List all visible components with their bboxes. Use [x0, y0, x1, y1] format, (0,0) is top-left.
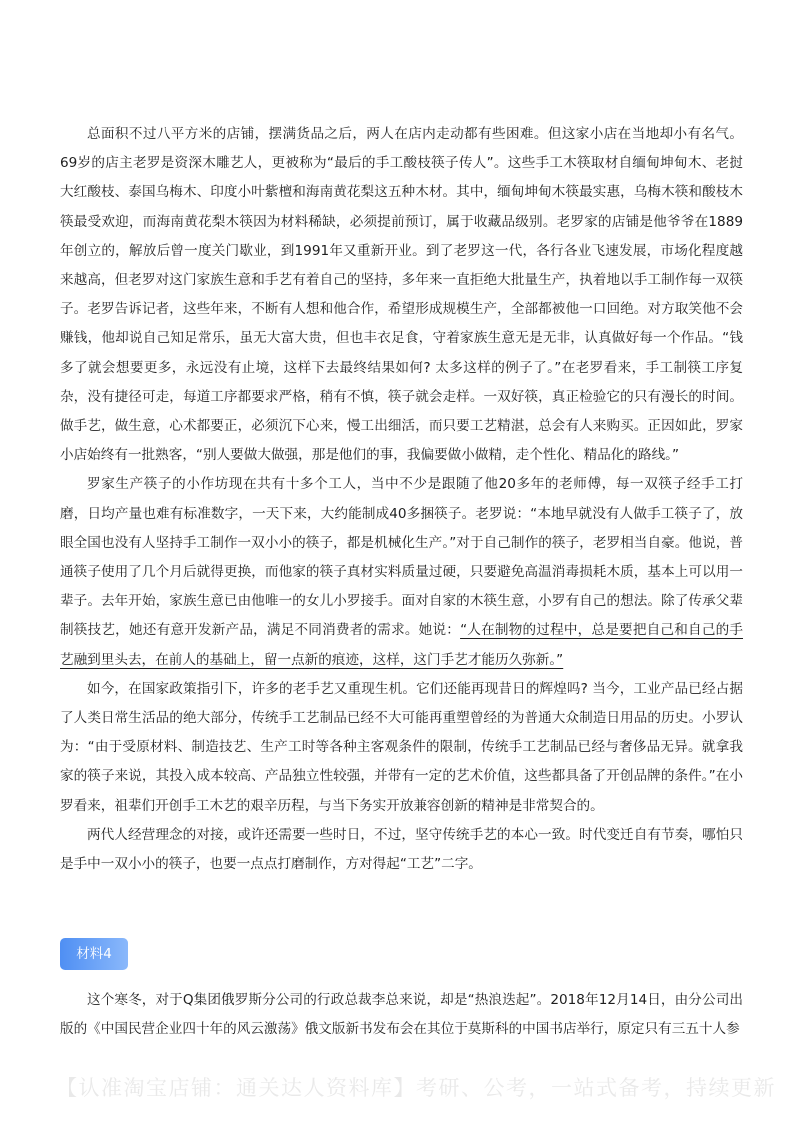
paragraph-3: 如今，在国家政策指引下，许多的老手艺又重现生机。它们还能再现昔日的辉煌吗? 当今，工业产品已经占据了人类日常生活品的绝大部分，传统手工艺制品已经不大可能再重塑曾经的为普通大众制造日用品的历史。小罗认为：“由于受原材料、制造技艺、生产工时等各种主客观条件的限制，传统手工艺制品已经与奢侈品无异。就拿我家的筷子来说，其投入成本较高、产品独立性较强，并带有一定的艺术价值，这些都具备了开创品牌的条件。”在小罗看来，祖辈们开创手工木艺的艰辛历程，与当下务实开放兼容创新的精神是非常契合的。	[60, 680, 743, 814]
article-body	[60, 120, 743, 879]
paragraph-2-text: 罗家生产筷子的小作坊现在共有十多个工人，当中不少是跟随了他20多年的老师傅，每一双筷子经手工打磨，日均产量也难有标准数字，一天下来，大约能制成40多捆筷子。老罗说：“本地早就没有人做手工筷子了，放眼全国也没有人坚持手工制作一双小小的筷子，都是机械化生产。”对于自己制作的筷子，老罗相当自豪。他说，普通筷子使用了几个月后就得更换，而他家的筷子真材实料质量过硬，只要避免高温消毒损耗木质，基本上可以用一辈子。去年开始，家族生意已由他唯一的女儿小罗接手。面对自家的木筷生意，小罗有自己的想法。除了传承父辈制筷技艺，她还有意开发新产品，满足不同消费者的需求。她说：	[60, 476, 743, 639]
section4-paragraph: 这个寒冬，对于Q集团俄罗斯分公司的行政总裁李总来说，却是“热浪迭起”。2018年12月14日，由分公司出版的《中国民营企业四十年的风云激荡》俄文版新书发布会在其位于莫斯科的中国书店举行，原定只有三五十人参	[60, 992, 743, 1038]
paragraph-2	[60, 470, 743, 674]
section4-body	[60, 986, 743, 1044]
paragraph-4: 两代人经营理念的对接，或许还需要一些时日，不过，坚守传统手艺的本心一致。时代变迁自有节奏，哪怕只是手中一双小小的筷子，也要一点点打磨制作，方对得起“工艺”二字。	[60, 826, 743, 873]
underlined-quote: “人在制物的过程中，总是要把自己和自己的手艺融到里头去，在前人的基础上，留一点新的痕迹，这样，这门手艺才能历久弥新。”	[60, 622, 744, 668]
watermark: 【认准淘宝店铺：通关达人资料库】考研、公考，一站式备考，持续更新	[56, 1076, 776, 1100]
section-tag: 材料4	[60, 938, 128, 970]
paragraph-1: 总面积不过八平方米的店铺，摆满货品之后，两人在店内走动都有些困难。但这家小店在当地却小有名气。69岁的店主老罗是资深木雕艺人，更被称为“最后的手工酸枝筷子传人”。这些手工木筷取材自缅甸坤甸木、老挝大红酸枝、泰国乌梅木、印度小叶紫檀和海南黄花梨这五种木材。其中，缅甸坤甸木筷最实惠，乌梅木筷和酸枝木筷最受欢迎，而海南黄花梨木筷因为材料稀缺，必须提前预订，属于收藏品级别。老罗家的店铺是他爷爷在1889年创立的，解放后曾一度关门歇业，到1991年又重新开业。到了老罗这一代，各行各业飞速发展，市场化程度越来越高，但老罗对这门家族生意和手艺有着自己的坚持，多年来一直拒绝大批量生产，执着地以手工制作每一双筷子。老罗告诉记者，这些年来，不断有人想和他合作，希望形成规模生产，全部都被他一口回绝。对方取笑他不会赚钱，他却说自己知足常乐，虽无大富大贵，但也丰衣足食，守着家族生意无是无非，认真做好每一个作品。“钱多了就会想要更多，永远没有止境，这样下去最终结果如何? 太多这样的例子了。”在老罗看来，手工制筷工序复杂，没有捷径可走，每道工序都要求严格，稍有不慎，筷子就会走样。一双好筷，真正检验它的只有漫长的时间。做手艺，做生意，心术都要正，必须沉下心来，慢工出细活，而只要工艺精湛，总会有人来购买。正因如此，罗家小店始终有一批熟客，“别人要做大做强，那是他们的事，我偏要做小做精，走个性化、精品化的路线。”	[60, 126, 743, 464]
